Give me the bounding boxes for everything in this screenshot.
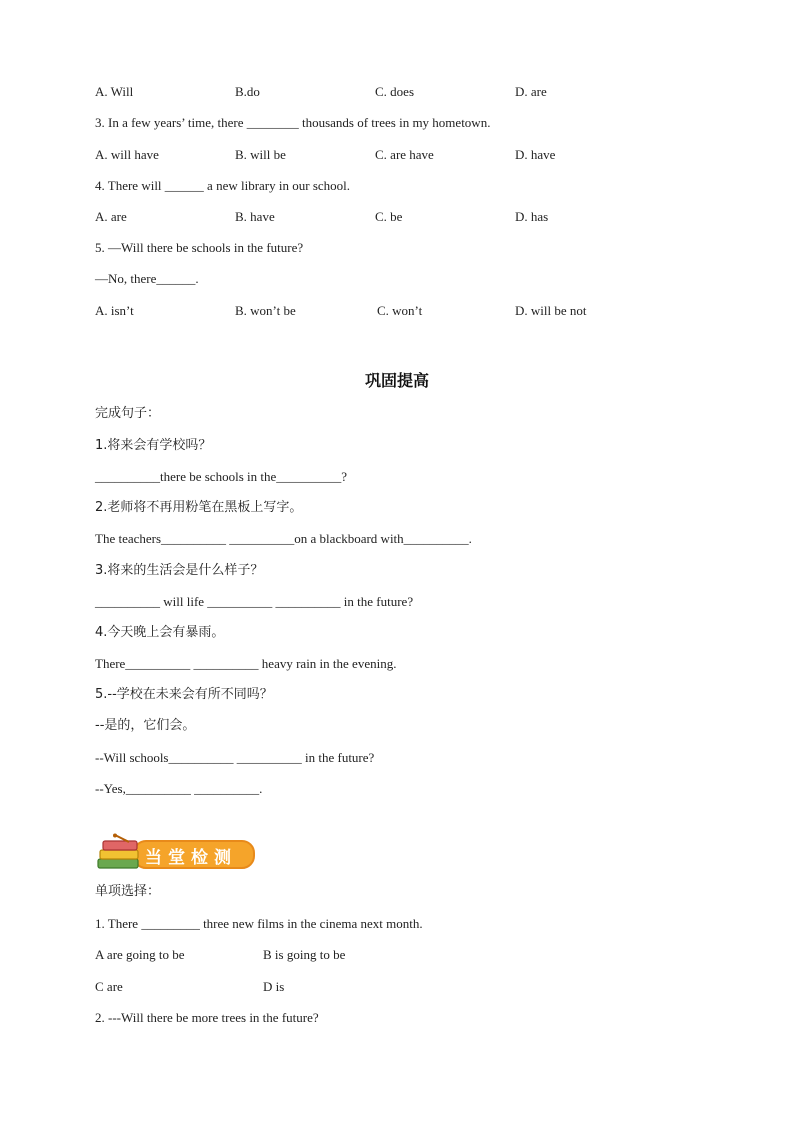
q3-option-d: D. have <box>515 147 556 162</box>
test-q1-option-c: C are <box>95 979 123 994</box>
q5-option-a: A. isn’t <box>95 303 134 318</box>
item-5-chinese-line-2: --是的，它们会。 <box>95 718 196 733</box>
test-q1-option-b: B is going to be <box>263 947 346 962</box>
q4-option-a: A. are <box>95 209 127 224</box>
item-1-chinese: 1.将来会有学校吗？ <box>95 438 212 453</box>
q2-option-c: C. does <box>375 84 414 99</box>
in-class-test-badge <box>95 833 260 873</box>
books-icon <box>95 833 147 873</box>
test-question-2: 2. ---Will there be more trees in the future? <box>95 1010 319 1025</box>
q5-option-d: D. will be not <box>515 303 587 318</box>
q3-option-b: B. will be <box>235 147 286 162</box>
q4-option-b: B. have <box>235 209 275 224</box>
item-3-english: __________ will life __________ __________ in the future? <box>95 594 414 609</box>
item-2-english: The teachers__________ __________on a blackboard with__________. <box>95 531 472 546</box>
q4-option-d: D. has <box>515 209 549 224</box>
q2-option-b: B.do <box>235 84 260 99</box>
item-5-english-line-1: --Will schools__________ __________ in the future? <box>95 750 375 765</box>
question-5-line-2: —No, there______. <box>95 271 199 286</box>
part2-instruction: 完成句子： <box>95 406 161 421</box>
question-3: 3. In a few years’ time, there ________ thousands of trees in my hometown. <box>95 115 491 130</box>
q2-option-d: D. are <box>515 84 547 99</box>
item-4-english: There__________ __________ heavy rain in the evening. <box>95 656 397 671</box>
q5-option-b: B. won’t be <box>235 303 296 318</box>
q5-option-c: C. won’t <box>377 303 423 318</box>
badge-label: 当堂检测 <box>145 848 237 868</box>
item-5-chinese-line-1: 5.--学校在未来会有所不同吗？ <box>95 687 273 702</box>
test-question-1: 1. There _________ three new films in the cinema next month. <box>95 916 423 931</box>
part3-instruction: 单项选择： <box>95 884 161 899</box>
q3-option-a: A. will have <box>95 147 159 162</box>
item-1-english: __________there be schools in the__________? <box>95 469 348 484</box>
q3-option-c: C. are have <box>375 147 434 162</box>
item-5-english-line-2: --Yes,__________ __________. <box>95 781 263 796</box>
test-q1-option-a: A are going to be <box>95 947 185 962</box>
question-5-line-1: 5. —Will there be schools in the future? <box>95 240 304 255</box>
section-title: 巩固提高 <box>364 371 429 390</box>
question-4: 4. There will ______ a new library in our school. <box>95 178 351 193</box>
item-2-chinese: 2.老师将不再用粉笔在黑板上写字。 <box>95 500 303 515</box>
q2-option-a: A. Will <box>95 84 134 99</box>
item-3-chinese: 3.将来的生活会是什么样子？ <box>95 563 264 578</box>
q4-option-c: C. be <box>375 209 403 224</box>
item-4-chinese: 4.今天晚上会有暴雨。 <box>95 625 225 640</box>
test-q1-option-d: D is <box>263 979 285 994</box>
